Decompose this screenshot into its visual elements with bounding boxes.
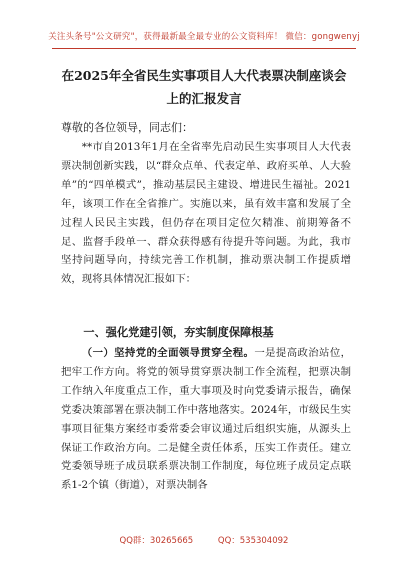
qq-text: QQ：535304092 — [217, 536, 289, 546]
subsection-lead: （一）坚持党的全面领导贯穿全程。 — [81, 347, 255, 359]
qq-group-text: QQ群：30265665 — [119, 536, 194, 546]
header-banner: 关注头条号"公文研究"，获得最新最全最专业的公文资料库！ 微信：gongwenyj — [48, 32, 360, 42]
subsection-body: 一是提高政治站位，把牢工作方向。将党的领导贯穿票决制工作全流程，把票决制工作纳入年度重点工作，重大事项及时向党委请示报告，确保党委决策部署在票决制工作中落地落实。2024年，市级民生实事项目征集方案经市委常委会审议通过后组织实施，从源头上保证工作政治方向。二是健全责任体系，压实工作责任。建立党委领导班子成员联系票决制工作制度，每位班子成员定点联系1-2个镇（街道），对票决制各 — [61, 347, 352, 492]
header-divider — [52, 48, 356, 49]
intro-paragraph: **市自2013年1月在全省率先启动民生实事项目人大代表票决制创新实践，以“群众点单、代表定单、政府买单、人大验单”的“四单模式”，推动基层民主建设、增进民生福祉。2021年，该项工作在全省推广。实施以来，虽有效丰富和发展了全过程人民民主实践，但仍存在项目定位欠精准、前期筹备不足、监督手段单一、群众获得感有待提升等问题。为此，我市坚持问题导向，持续完善工作机制，推动票决制工作提质增效，现将具体情况汇报如下： — [61, 141, 351, 286]
document-title: 在2025年全省民生实事项目人大代表票决制座谈会上的汇报发言 — [61, 68, 347, 106]
footer-contact — [0, 534, 408, 546]
section-heading: 一、强化党建引领，夯实制度保障根基 — [83, 325, 274, 339]
section-paragraph — [61, 344, 351, 495]
salutation: 尊敬的各位领导，同志们： — [61, 121, 193, 134]
